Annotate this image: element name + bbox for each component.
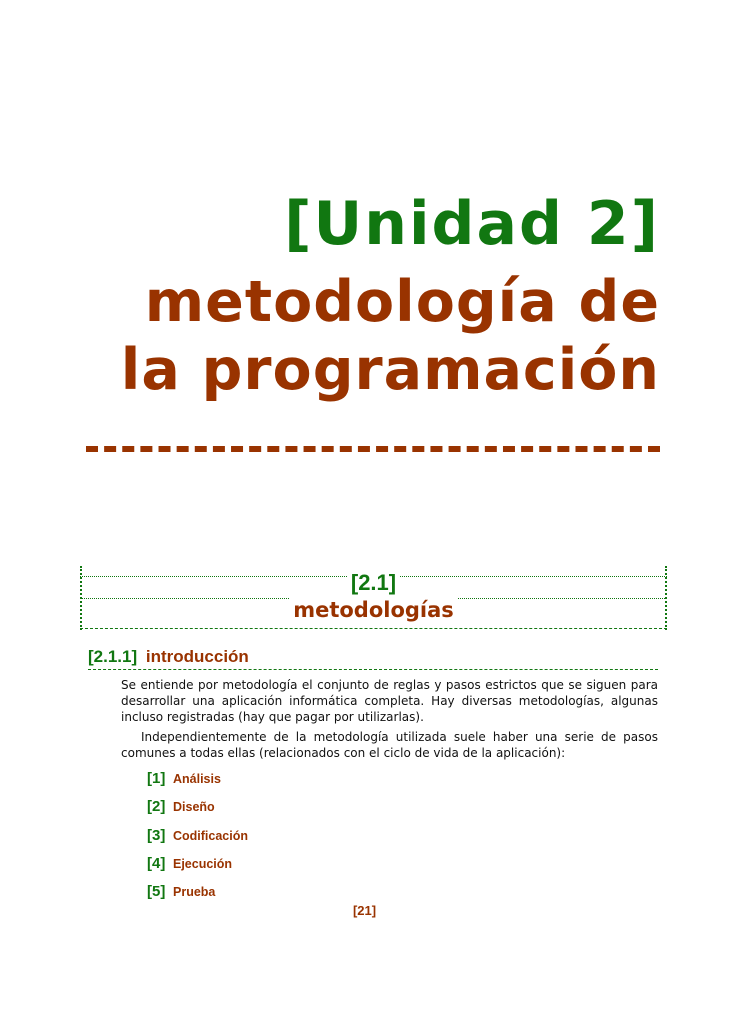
page-number: [21] [352,903,377,918]
step-label: Codificación [173,828,249,843]
paragraph-steps-intro: Independientemente de la metodología utilizada suele haber una serie de pasos comunes a todas ellas (relacionados con el ciclo de vida de la aplicación): [121,730,658,760]
section-number: [2.1] [80,570,667,596]
step-label: Prueba [173,885,216,900]
subsection-number: [2.1.1] [88,647,138,666]
list-item [147,827,248,855]
section-title: metodologías [80,598,667,622]
list-item [147,798,248,826]
section-header [80,566,667,630]
section-dashed-line-bottom [80,628,667,629]
step-number: [5] [147,883,166,901]
step-label: Análisis [173,772,221,786]
list-item [147,855,248,883]
subsection-title: introducción [145,647,249,666]
unit-subtitle [80,268,660,404]
paragraph-intro: Se entiende por metodología el conjunto de reglas y pasos estrictos que se siguen para desarrollar una aplicación informática completa. Hay diversas metodologías, algunas incluso registradas (hay que pagar por utilizarlas). [121,678,658,724]
unit-subtitle-line-2: la programación [120,337,660,403]
unit-subtitle-line-1: metodología de [144,269,660,335]
step-label: Diseño [173,800,215,815]
step-number: [2] [147,798,166,816]
list-item [147,770,248,798]
step-number: [3] [147,826,166,844]
step-number: [4] [147,854,166,872]
steps-list [147,770,248,911]
step-number: [1] [147,770,166,787]
subsection-heading [88,646,658,670]
unit-divider [86,446,660,452]
unit-title: [Unidad 2] [284,189,660,259]
step-label: Ejecución [173,856,233,871]
